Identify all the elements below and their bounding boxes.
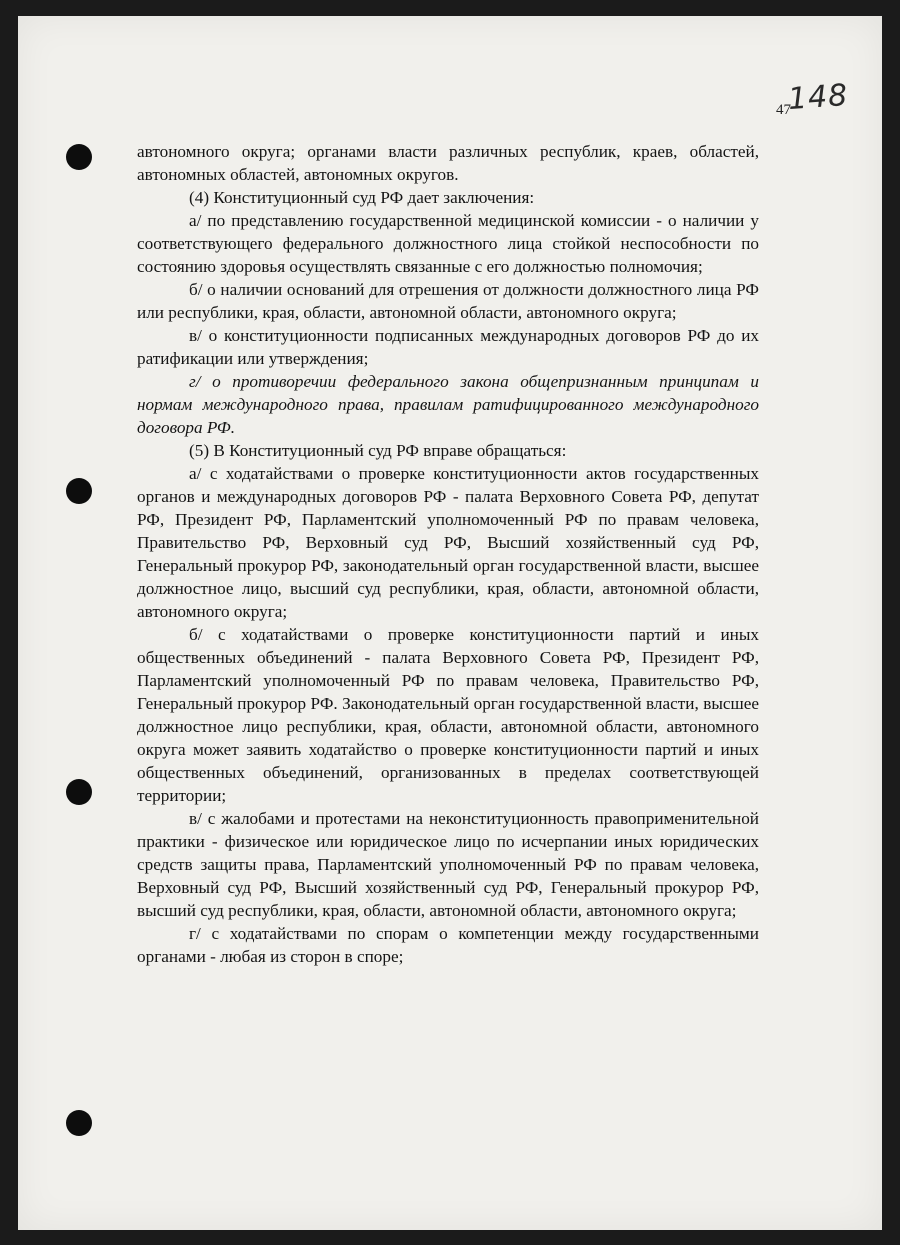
handwritten-page-number: 148 bbox=[786, 77, 850, 118]
binder-hole bbox=[66, 779, 92, 805]
paragraph: б/ о наличии оснований для отрешения от должности должностного лица РФ или республики, края, области, автономной области, автономного округа; bbox=[137, 280, 759, 322]
paragraph: в/ с жалобами и протестами на неконституционность правоприменительной практики - физическое или юридическое лицо по исчерпании иных юридических средств защиты права, Парламентский уполномоченный РФ по правам человека, Верховный суд РФ, Высший хозяйственный суд РФ, Генеральный прокурор РФ, высший суд республики, края, области, автономной области, автономного округа; bbox=[137, 809, 759, 920]
paragraph: (4) Конституционный суд РФ дает заключения: bbox=[189, 188, 535, 207]
paragraph: б/ с ходатайствами о проверке конституционности партий и иных общественных объединений - палата Верховного Совета РФ, Президент РФ, Парламентский уполномоченный РФ по правам человека, Правительство РФ, Генеральный прокурор РФ. Законодательный орган государственной власти, высшее должностное лицо республики, края, области, автономной области, автономного округа может заявить ходатайство о проверке конституционности партий и иных общественных объединений, организованных в пределах соответствующей территории; bbox=[137, 625, 759, 805]
paragraph: г/ о противоречии федерального закона общепризнанным принципам и нормам международного права, правилам ратифицированного международного договора РФ. bbox=[137, 372, 759, 437]
binder-hole bbox=[66, 1110, 92, 1136]
paragraph: в/ о конституционности подписанных международных договоров РФ до их ратификации или утверждения; bbox=[137, 326, 759, 368]
binder-hole bbox=[66, 478, 92, 504]
binder-hole bbox=[66, 144, 92, 170]
paragraph: а/ с ходатайствами о проверке конституционности актов государственных органов и международных договоров РФ - палата Верховного Совета РФ, депутат РФ, Президент РФ, Парламентский уполномоченный РФ по правам человека, Правительство РФ, Верховный суд РФ, Высший хозяйственный суд РФ, Генеральный прокурор РФ, законодательный орган государственной власти, высшее должностное лицо, высший суд республики, края, области, автономной области, автономного округа; bbox=[137, 464, 759, 621]
page-number: 47 bbox=[776, 102, 791, 118]
paragraph: (5) В Конституционный суд РФ вправе обращаться: bbox=[189, 441, 567, 460]
paragraph: г/ с ходатайствами по спорам о компетенции между государственными органами - любая из сторон в споре; bbox=[137, 924, 759, 966]
paragraph: автономного округа; органами власти различных республик, краев, областей, автономных областей, автономных округов. bbox=[137, 142, 759, 184]
paragraph: а/ по представлению государственной медицинской комиссии - о наличии у соответствующего федерального должностного лица стойкой неспособности по состоянию здоровья осуществлять связанные с его должностью полномочия; bbox=[137, 211, 759, 276]
document-body bbox=[137, 140, 759, 968]
